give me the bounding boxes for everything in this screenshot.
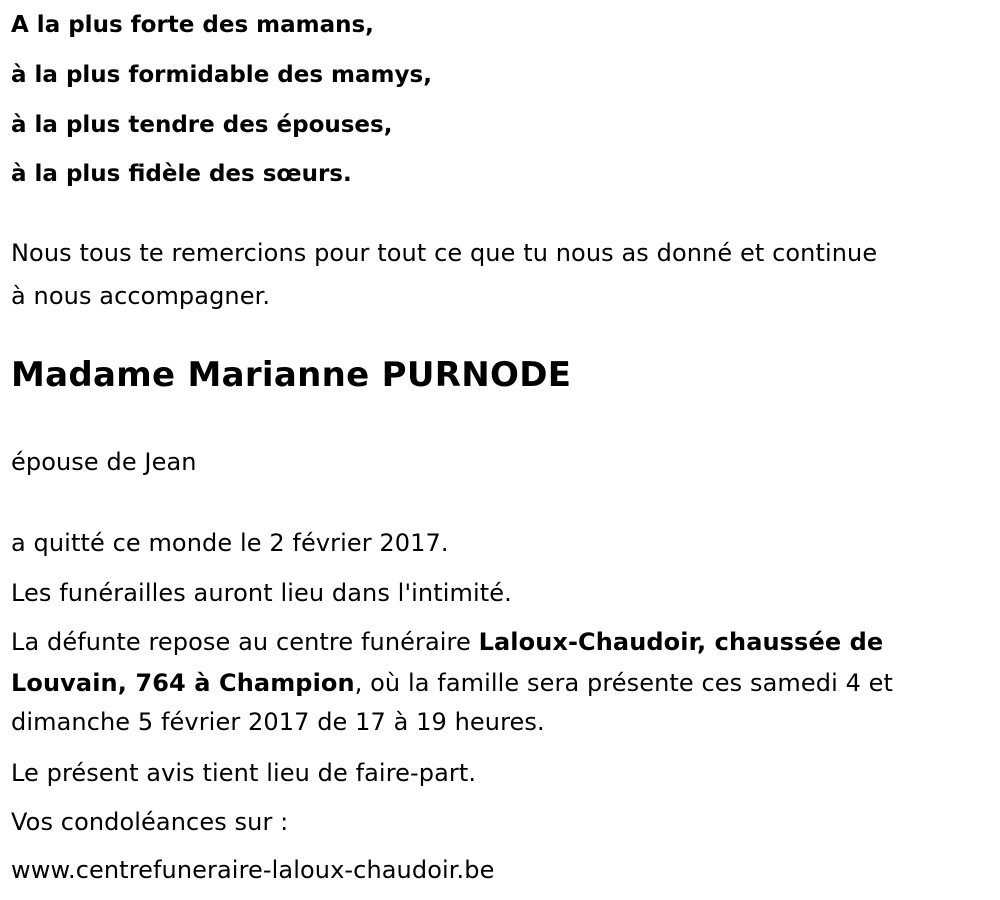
repose-intro: La défunte repose au centre funéraire [11, 628, 479, 656]
dedication-line-2: à la plus formidable des mamys, [11, 62, 432, 88]
funeral-home-address-2: Louvain, 764 à Champion [11, 669, 355, 697]
thanks-line-1: Nous tous te remercions pour tout ce que tu nous as donné et continue [11, 239, 878, 267]
spouse-line: épouse de Jean [11, 448, 197, 476]
notice-line: Le présent avis tient lieu de faire-part. [11, 759, 477, 787]
condolences-label: Vos condoléances sur : [11, 808, 289, 836]
death-date-line: a quitté ce monde le 2 février 2017. [11, 529, 449, 557]
dedication-line-3: à la plus tendre des épouses, [11, 112, 393, 138]
repose-line-2 [11, 671, 893, 695]
dedication-line-4: à la plus fidèle des sœurs. [11, 161, 352, 187]
funeral-line: Les funérailles auront lieu dans l'intimité. [11, 579, 512, 607]
repose-line-3: dimanche 5 février 2017 de 17 à 19 heures. [11, 708, 545, 736]
thanks-line-2: à nous accompagner. [11, 282, 271, 310]
deceased-name: Madame Marianne PURNODE [11, 355, 572, 395]
funeral-home-address-1: Laloux-Chaudoir, chaussée de [478, 628, 884, 656]
repose-line-1 [11, 630, 883, 654]
website-link[interactable]: www.centrefuneraire-laloux-chaudoir.be [11, 856, 495, 884]
repose-after-address: , où la famille sera présente ces samedi 4 et [354, 669, 894, 697]
dedication-line-1: A la plus forte des mamans, [11, 12, 374, 38]
